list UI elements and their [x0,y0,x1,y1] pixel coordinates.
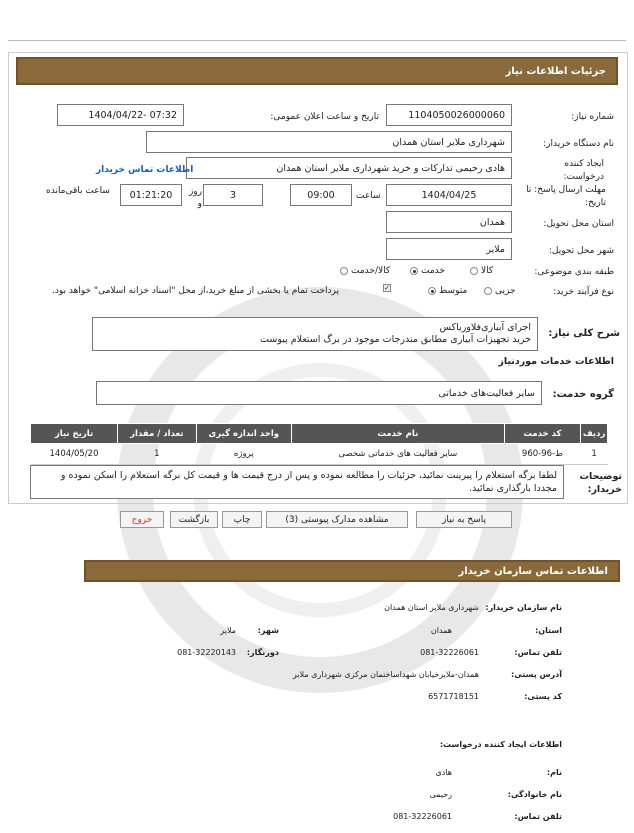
back-button[interactable]: بازگشت [170,511,218,528]
province-field: همدان [386,211,512,233]
contact-header [84,560,620,582]
service-group-label: گروه خدمت: [552,389,614,400]
deadline-label: مهلت ارسال پاسخ: تا تاریخ: [526,185,606,208]
contact-info-link[interactable]: اطلاعات تماس خریدار [96,165,194,175]
buyer-org-label: نام دستگاه خریدار: [543,139,614,149]
address-value: همدان-ملایرخیابان شهداساختمان مرکزی شهرداری ملایر [292,670,479,679]
process-option-minor[interactable] [484,286,516,296]
col-unit: واحد اندازه گیری [196,424,291,444]
process-radio-minor[interactable] [484,287,492,295]
days-label: روز و [188,187,202,209]
org-value: شهرداری ملایر استان همدان [384,603,479,612]
category-radio-goods[interactable] [470,267,478,275]
category-option-service-label: خدمت [421,266,445,276]
contact-title: اطلاعات تماس سازمان خریدار [458,565,608,577]
description-line-2: خرید تجهیزات آبیاری مطابق مندرجات موجود در برگ استعلام پیوست [260,334,531,345]
category-option-goods-label: کالا [481,266,494,276]
attachments-button[interactable]: مشاهده مدارک پیوستی (3) [266,511,408,528]
address-label: آدرس پستی: [511,670,562,679]
cell-date: 1404/05/20 [31,444,118,465]
deadline-date-field: 1404/04/25 [386,184,512,206]
announce-label: تاریخ و ساعت اعلان عمومی: [270,112,379,122]
process-option-minor-label: جزیی [495,286,516,296]
fax-value: 081-32220143 [177,648,236,657]
city-field: ملایر [386,238,512,260]
buyer-notes-text: لطفا برگه استعلام را پیرینت نمائید، جزئیات را مطالعه نموده و پس از درج قیمت ها و قیمت کل برگه استعلام را اسکن نموده و مجددا بارگذاری نمائید. [60,470,557,494]
page-title: جزئیات اطلاعات نیاز [505,65,606,77]
creator-label: ایجاد کننده درخواست: [563,159,604,182]
col-row: ردیف [581,424,608,444]
announce-field: 1404/04/22- 07:32 [57,104,184,126]
creator-info-title: اطلاعات ایجاد کننده درخواست: [439,740,562,749]
name-label: نام: [546,768,562,777]
exit-button[interactable]: خروج [120,511,164,528]
phone-value: 081-32226061 [420,648,479,657]
category-label: طبقه بندی موضوعی: [534,267,614,277]
table-row [31,444,608,465]
print-button[interactable]: چاپ [222,511,262,528]
category-radio-service[interactable] [410,267,418,275]
page-header [16,57,618,85]
category-radio-both[interactable] [340,267,348,275]
province-label: استان محل تحویل: [543,219,614,229]
creator-field: هادی رحیمی تدارکات و خرید شهرداری ملایر استان همدان [186,157,512,179]
remaining-time-field: 01:21:20 [120,184,182,206]
cell-name: سایر فعالیت های خدماتی شخصی [291,444,504,465]
province-contact-label: استان: [535,626,562,635]
city-contact-value: ملایر [220,626,236,635]
category-option-service[interactable] [410,266,445,276]
services-table [30,423,608,465]
family-value: رحیمی [429,790,452,799]
process-note: پرداخت تمام یا بخشی از مبلغ خرید،از محل "اسناد خزانه اسلامی" خواهد بود. [52,286,340,296]
category-option-goods[interactable] [470,266,493,276]
process-option-medium[interactable] [428,286,467,296]
top-divider [8,40,626,41]
city-label: شهر محل تحویل: [548,246,614,256]
cell-qty: 1 [118,444,197,465]
service-group-field: سایر فعالیت‌های خدماتی [96,381,542,405]
process-radio-medium[interactable] [428,287,436,295]
process-option-medium-label: متوسط [439,286,468,296]
cell-row: 1 [581,444,608,465]
fax-label: دورنگار: [246,648,279,657]
description-box [92,317,538,351]
cell-unit: پروژه [196,444,291,465]
col-qty: تعداد / مقدار [118,424,197,444]
name-value: هادی [435,768,452,777]
services-info-label: اطلاعات خدمات موردنیاز [498,356,614,367]
days-field: 3 [203,184,263,206]
need-number-field: 1104050026000060 [386,104,512,126]
category-option-both-label: کالا/خدمت [351,266,391,276]
table-header-row [31,424,608,444]
province-contact-value: همدان [430,626,452,635]
creator-phone-value: 081-32226061 [393,812,452,821]
postal-value: 6571718151 [428,692,479,701]
cell-code: ط-96-960 [504,444,581,465]
postal-label: کد پستی: [524,692,562,701]
col-date: تاریخ نیاز [31,424,118,444]
treasury-checkbox[interactable]: ✓ [384,284,390,292]
buyer-notes-label: توضیحات خریدار: [579,471,622,495]
buyer-org-field: شهرداری ملایر استان همدان [146,131,512,153]
deadline-time-field: 09:00 [290,184,352,206]
buyer-notes-box [30,465,564,499]
category-option-both[interactable] [340,266,390,276]
description-line-1: اجرای آبیاری‌فلاوریاکس [439,322,531,333]
family-label: نام خانوادگی: [507,790,562,799]
need-number-label: شماره نیاز: [571,112,614,122]
creator-phone-label: تلفن تماس: [514,812,562,821]
reply-button[interactable]: پاسخ به نیاز [416,511,512,528]
city-contact-label: شهر: [257,626,279,635]
org-label: نام سازمان خریدار: [485,603,562,612]
col-name: نام خدمت [291,424,504,444]
time-label: ساعت [356,191,381,201]
phone-label: تلفن تماس: [514,648,562,657]
process-label: نوع فرآیند خرید: [553,287,614,297]
description-label: شرح کلی نیاز: [548,328,620,339]
remaining-label: ساعت باقی‌مانده [46,186,110,196]
col-code: کد خدمت [504,424,581,444]
